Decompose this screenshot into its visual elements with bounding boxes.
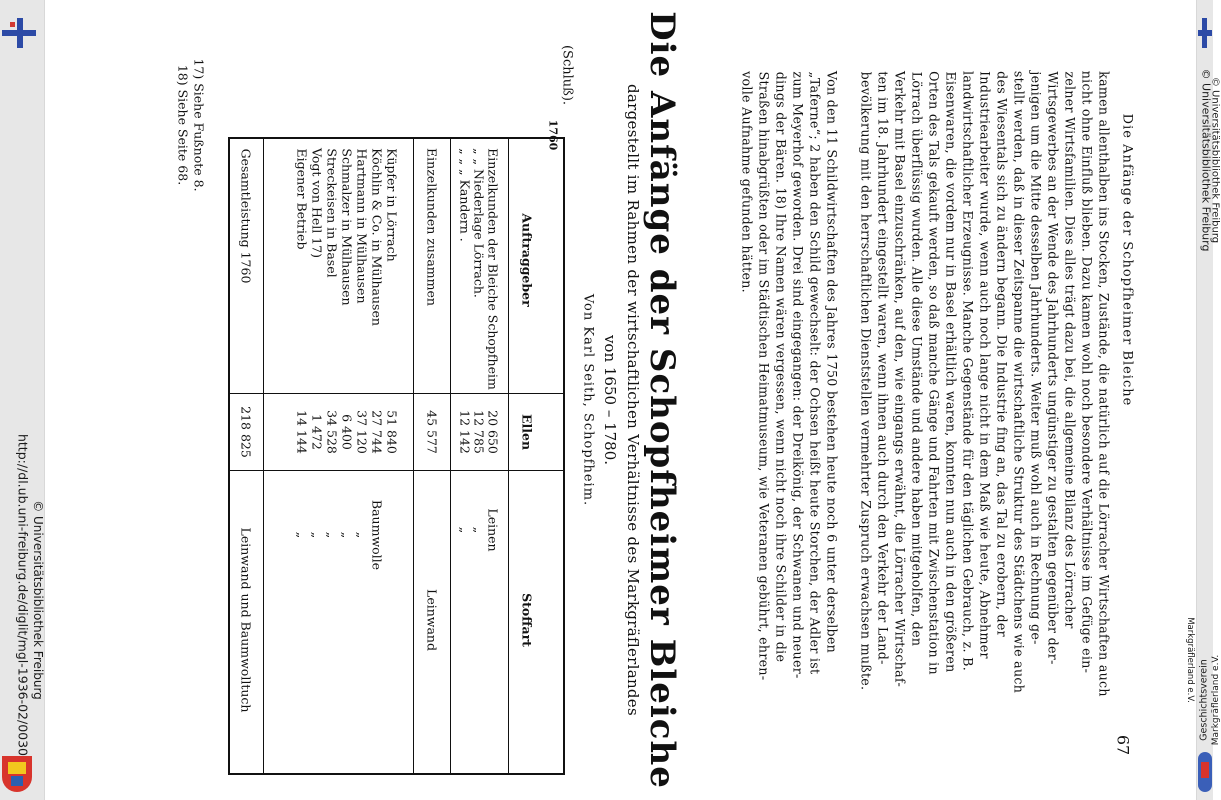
society-name-line1: Geschichtsverein	[1198, 659, 1210, 741]
table-row-name: Eigener Betrieb	[294, 148, 310, 249]
table-row-name: Schmalzer in Mülhausen	[339, 147, 355, 306]
page-number: 67	[1113, 734, 1133, 756]
paragraph-1-line: bevölkerung mit den herrschaftlichen Dienststellen vermehrter Zuspruch erwachsen mußte.	[858, 71, 874, 690]
table-row-divider	[263, 137, 264, 775]
running-head: Die Anfänge der Schopfheimer Bleiche	[1119, 113, 1135, 407]
table-row-ellen: 6 400	[339, 414, 355, 450]
table-row-name: „ „ „ Kandern .	[457, 148, 473, 242]
copyright-line: © Universitätsbibliothek Freiburg	[31, 500, 45, 700]
paragraph-1-line: jenigen um die Mitte desselben Jahrhunderts. Weiter muß wohl auch in Rechnung ge-	[1028, 70, 1044, 645]
table-subtotal-ellen: 45 577	[424, 410, 440, 454]
table-row-ellen: 37 120	[354, 410, 370, 454]
conclusion-marker: (Schluß).	[559, 44, 575, 106]
paragraph-1-line: Eisenwaren, die vordem nur in Basel erhältlich waren, konnten nun auch in den größeren	[943, 70, 959, 673]
table-row-name: Hartmann in Mülhausen	[354, 147, 370, 304]
bottom-society-banner: Markgräflerland e.V.	[1185, 617, 1195, 703]
article-author: Von Karl Seith, Schopfheim.	[580, 293, 596, 507]
paragraph-2-line: volle Aufnahme gefunden hätten.	[739, 71, 755, 293]
table-row-stoff: „	[309, 531, 325, 539]
table-row-ellen: 27 744	[369, 410, 385, 454]
paragraph-2-line: Von den 11 Schildwirtschaften des Jahres 1750 bestehen heute noch 6 unter derselben	[824, 70, 840, 654]
footnote-17: 17) Siehe Fußnote 8.	[191, 58, 207, 192]
viewer-right-divider	[1196, 0, 1197, 800]
table-row-ellen: 34 528	[324, 410, 340, 454]
paragraph-1-line: kamen allenthalben ins Stocken, Zustände, die natürlich auf die Lörracher Wirtschaften auch	[1096, 71, 1112, 697]
paragraph-1-line: zelner Wirtsfamilien. Dies alles trägt dazu bei, die allgemeine Bilanz des Lörracher	[1062, 70, 1078, 629]
society-crest-icon-right	[1198, 752, 1212, 792]
table-row-stoff: Leinen	[485, 508, 501, 552]
table-row-stoff: „	[457, 526, 473, 534]
paragraph-1-line: Lörrach überflüssig wurden. Alle diese Umstände und andere haben mitgeholfen, den	[909, 71, 925, 646]
top-copyright-banner-2: © Universitätsbibliothek Freiburg	[1209, 76, 1221, 244]
library-logo-icon	[2, 18, 36, 48]
table-year-label: 1760	[546, 119, 560, 151]
paragraph-1-line: Industriearbeiter wurde, wenn auch noch lange nicht in dem Maß wie heute, Abnehmer	[977, 71, 993, 659]
paragraph-1-line: landwirtschaftlicher Erzeugnisse. Manche Gegenstände für den täglichen Gebrauch, z. B.	[960, 70, 976, 672]
table-row-divider	[413, 137, 414, 775]
header-ellen: Ellen	[519, 413, 535, 451]
table-row-stoff: „	[294, 531, 310, 539]
paragraph-1-line: ten im 18. Jahrhundert eingestellt waren, wenn ihnen auch durch den Verkehr der Land-	[875, 70, 891, 665]
table-row-name: Küpfer in Lörrach	[384, 147, 400, 262]
table-row-name: Streckeisen in Basel	[324, 147, 340, 278]
table-row-divider	[508, 137, 509, 775]
table-row-stoff: „	[339, 531, 355, 539]
table-row-ellen: 1 472	[309, 414, 325, 450]
table-row-stoff: „	[324, 531, 340, 539]
table-col-divider	[228, 393, 565, 394]
paragraph-1-line: nicht ohne Einfluß blieben. Dazu kamen wohl noch besondere Verhältnisse im Gefüge ein-	[1079, 70, 1095, 674]
paragraph-1-line: Orten des Tals gekauft werden, so daß manche Gänge und Fahrten mit Zwischenstation in	[926, 71, 942, 675]
paragraph-1-line: Wirtsgewerbes an der Wende des Jahrhunderts ungünstiger zu gestalten gegenüber der-	[1045, 70, 1061, 665]
society-crest-icon	[0, 756, 34, 796]
table-row-name: Köchlin & Co. in Mülhausen	[369, 148, 385, 326]
paragraph-2-line: „Taferne“; 2 haben den Schild gewechselt: der Ochsen heißt heute Storchen, der Adler ist	[807, 71, 823, 674]
table-row-stoff: „	[471, 526, 487, 534]
table-subtotal-label: Einzelkunden zusammen	[424, 148, 440, 306]
table-col-divider	[228, 470, 565, 471]
table-row-ellen: 12 785	[471, 410, 487, 454]
header-auftraggeber: Auftraggeber	[519, 213, 535, 307]
table-row-ellen: 20 650	[485, 410, 501, 454]
header-stoffart: Stoffart	[519, 593, 535, 647]
table-row-stoff: Baumwolle	[369, 499, 385, 571]
footnote-18: 18) Siehe Seite 68.	[175, 64, 191, 186]
table-row-ellen: 12 142	[457, 410, 473, 454]
source-url[interactable]: http://dl.ub.uni-freiburg.de/diglit/mgl-1936-02/0030	[15, 433, 31, 757]
table-total-label: Gesamtleistung 1760	[238, 148, 254, 283]
table-row-ellen: 14 144	[294, 410, 310, 454]
table-row-name: Vogt von Hell 17)	[309, 147, 325, 259]
table-subtotal-stoff: Leinwand	[424, 589, 440, 651]
library-logo-icon-right	[1198, 18, 1212, 48]
table-row-name: Einzelkunden der Bleiche Schopfheim	[485, 148, 501, 390]
paragraph-1-line: Verkehr mit Basel einzuschränken, auf den, wie eingangs erwähnt, die Lörracher Wirtschaf-	[892, 70, 908, 688]
paragraph-2-line: zum Meyerhof geworden. Drei sind eingegangen: der Dreikönig, der Schwanen und neuer-	[790, 70, 806, 679]
paragraph-2-line: dings der Bären. 18) Ihre Namen wären vergessen, wenn nicht noch ihre Schilder in die	[773, 71, 789, 662]
table-row-name: „ „ Niederlage Lörrach.	[471, 148, 487, 298]
table-total-stoff: Leinwand und Baumwolltuch	[238, 527, 254, 713]
society-name-line2: Markgräflerland e.V.	[1211, 654, 1221, 746]
top-copyright-banner: © Universitätsbibliothek Freiburg	[1199, 68, 1213, 252]
table-row-ellen: 51 840	[384, 410, 400, 454]
article-subtitle: dargestellt im Rahmen der wirtschaftlichen Verhältnisse des Markgräflerlandes	[624, 84, 642, 716]
paragraph-2-line: Straßen hinabgrüßten oder im Städtischen Heimatmuseum, wie Veteranen gebührt, ehren-	[756, 71, 772, 680]
paragraph-1-line: stellt werden, daß in dieser Zeitspanne die wirtschaftliche Struktur des Städtchens wie auch	[1011, 70, 1027, 694]
paragraph-1-line: des Wiesentals sich zu ändern begann. Die Industrie fing an, das Tal zu erobern, der	[994, 71, 1010, 637]
table-row-stoff: „	[354, 531, 370, 539]
table-row-divider	[450, 137, 451, 775]
table-total-ellen: 218 825	[238, 406, 254, 458]
article-title: Die Anfänge der Schopfheimer Bleiche	[642, 11, 682, 789]
article-subtitle-dates: von 1650 – 1780.	[601, 334, 619, 466]
